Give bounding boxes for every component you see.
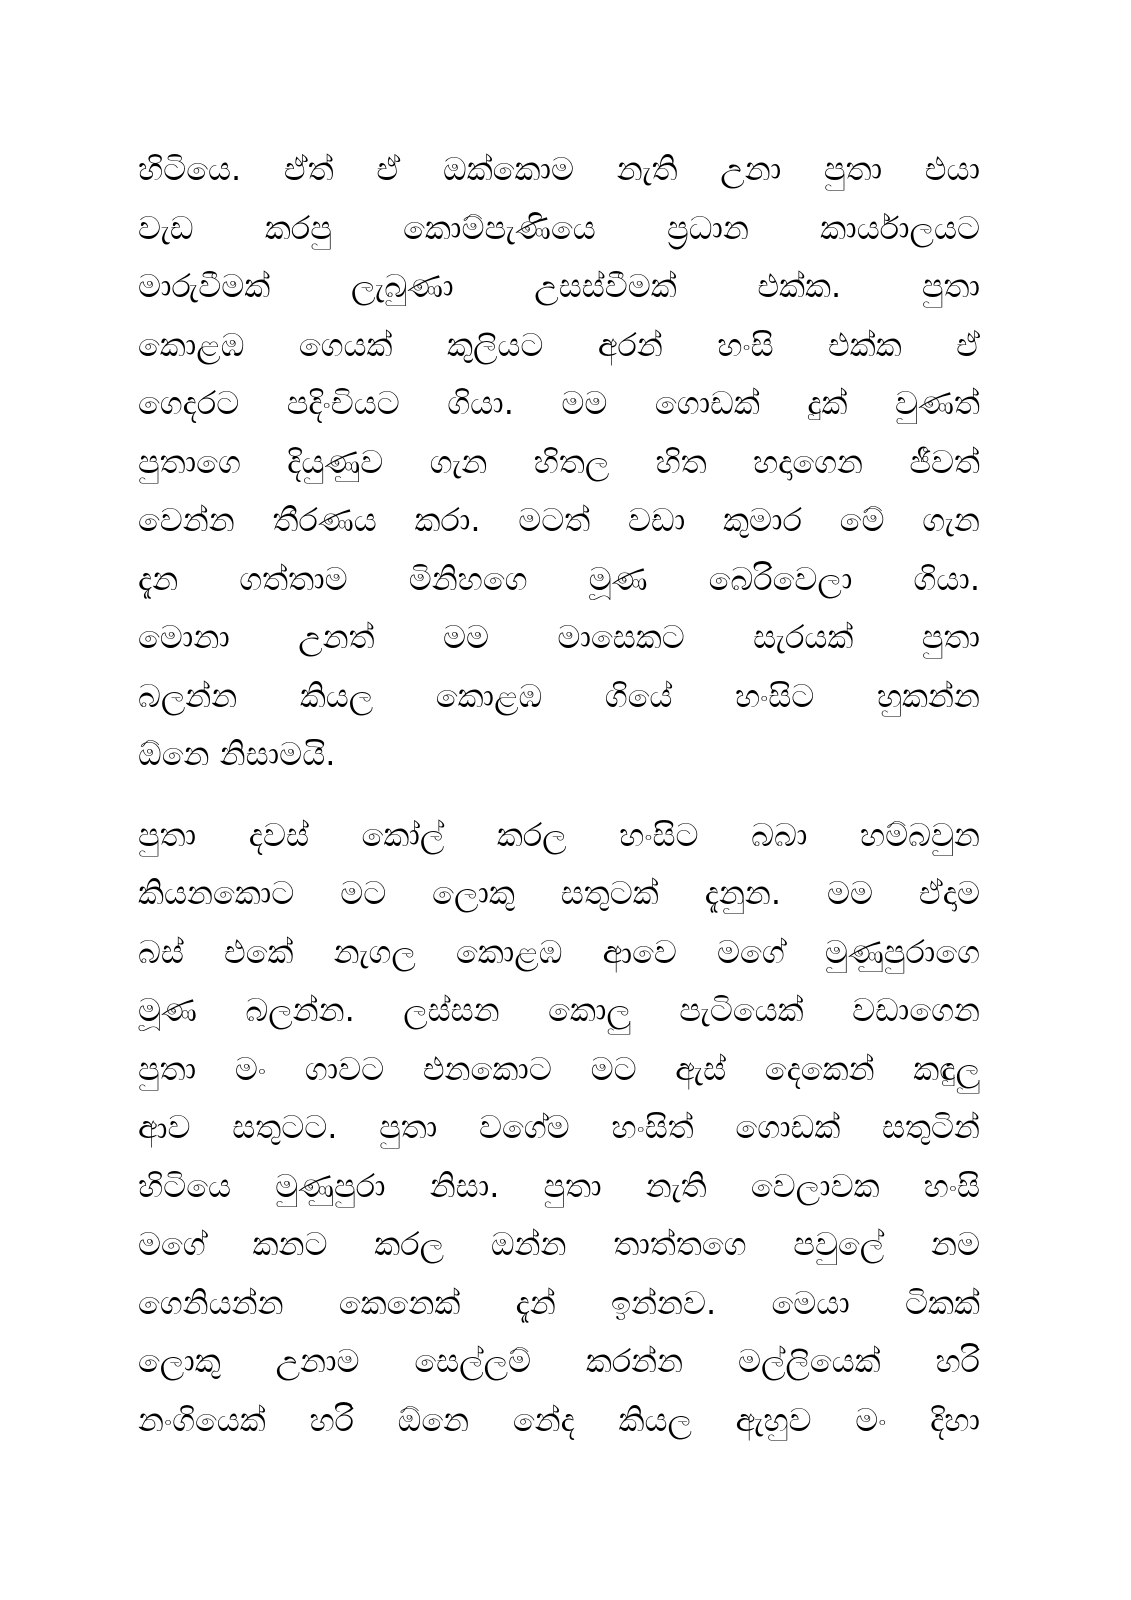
text-line: දැන ගත්තාම මිනිහගෙ මූණ බෙරිවෙලා ගියා. [138,559,980,598]
text-line: පුතාගෙ දියුණුව ගැන හිතල හිත හදාගෙන ජීවත් [138,442,980,481]
text-line: පුතා දවස් කෝල් කරල හංසිට බබා හම්බවුන [138,815,980,854]
text-line: කොළඹ ගෙයක් කුලියට අරන් හංසි එක්ක ඒ [138,325,980,364]
text-line: නංගියෙක් හරි ඕනෙ නේද කියල ඇහුව මං දිහා [138,1400,980,1439]
text-line: හිටියෙ. ඒත් ඒ ඔක්කොම නැති උනා පුතා එයා [138,150,980,188]
text-line: ගෙනියන්න කෙනෙක් දැන් ඉන්නව. මෙයා ටිකක් [138,1283,980,1322]
text-line: වෙන්න තීරණය කරා. මටත් වඩා කුමාර මේ ගැන [138,501,980,539]
text-line: මූණ බලන්න. ලස්සන කොලු පැටියෙක් වඩාගෙන [138,991,980,1029]
text-line: බස් එකේ නැගල කොළඹ ආවෙ මගේ මුණුපුරාගෙ [138,932,980,971]
text-line: පුතා මං ගාවට එනකොට මට ඇස් දෙකෙන් කඳුලු [138,1049,980,1088]
text-line: ඕනෙ නිසාමයි. [138,735,336,773]
text-line: ආව සතුටට. පුතා වගේම හංසිත් ගොඩක් සතුටින් [138,1108,980,1146]
text-line: මගේ කනට කරල ඔන්න තාත්තගෙ පවුලේ නම [138,1225,980,1263]
text-column [138,140,980,1471]
text-line: කියනකොට මට ලොකු සතුටක් දැනුන. මම ඒදාම [138,874,980,912]
text-line: වැඩ කරපු කොම්පැණියෙ ප්‍රධාන කාර්යාලයට [138,208,980,247]
text-line: මොනා උනත් මම මාසෙකට සැරයක් පුතා [138,618,980,656]
text-line: බලන්න කියල කොළඹ ගියේ හංසිට හුකන්න [138,676,980,715]
text-line: හිටියෙ මුණුපුරා නිසා. පුතා නැති වෙලාවක හංසි [138,1166,980,1205]
text-line: ලොකු උනාම සෙල්ලම් කරන්න මල්ලියෙක් හරි [138,1342,980,1380]
text-line: මාරුවීමක් ලැබුණා උසස්වීමක් එක්ක. පුතා [138,267,980,305]
paragraph-2 [138,806,980,1450]
text-line: ගෙදරට පදිංචියට ගියා. මම ගොඩක් දුක් වුණත් [138,384,980,422]
paragraph-1 [138,140,980,784]
